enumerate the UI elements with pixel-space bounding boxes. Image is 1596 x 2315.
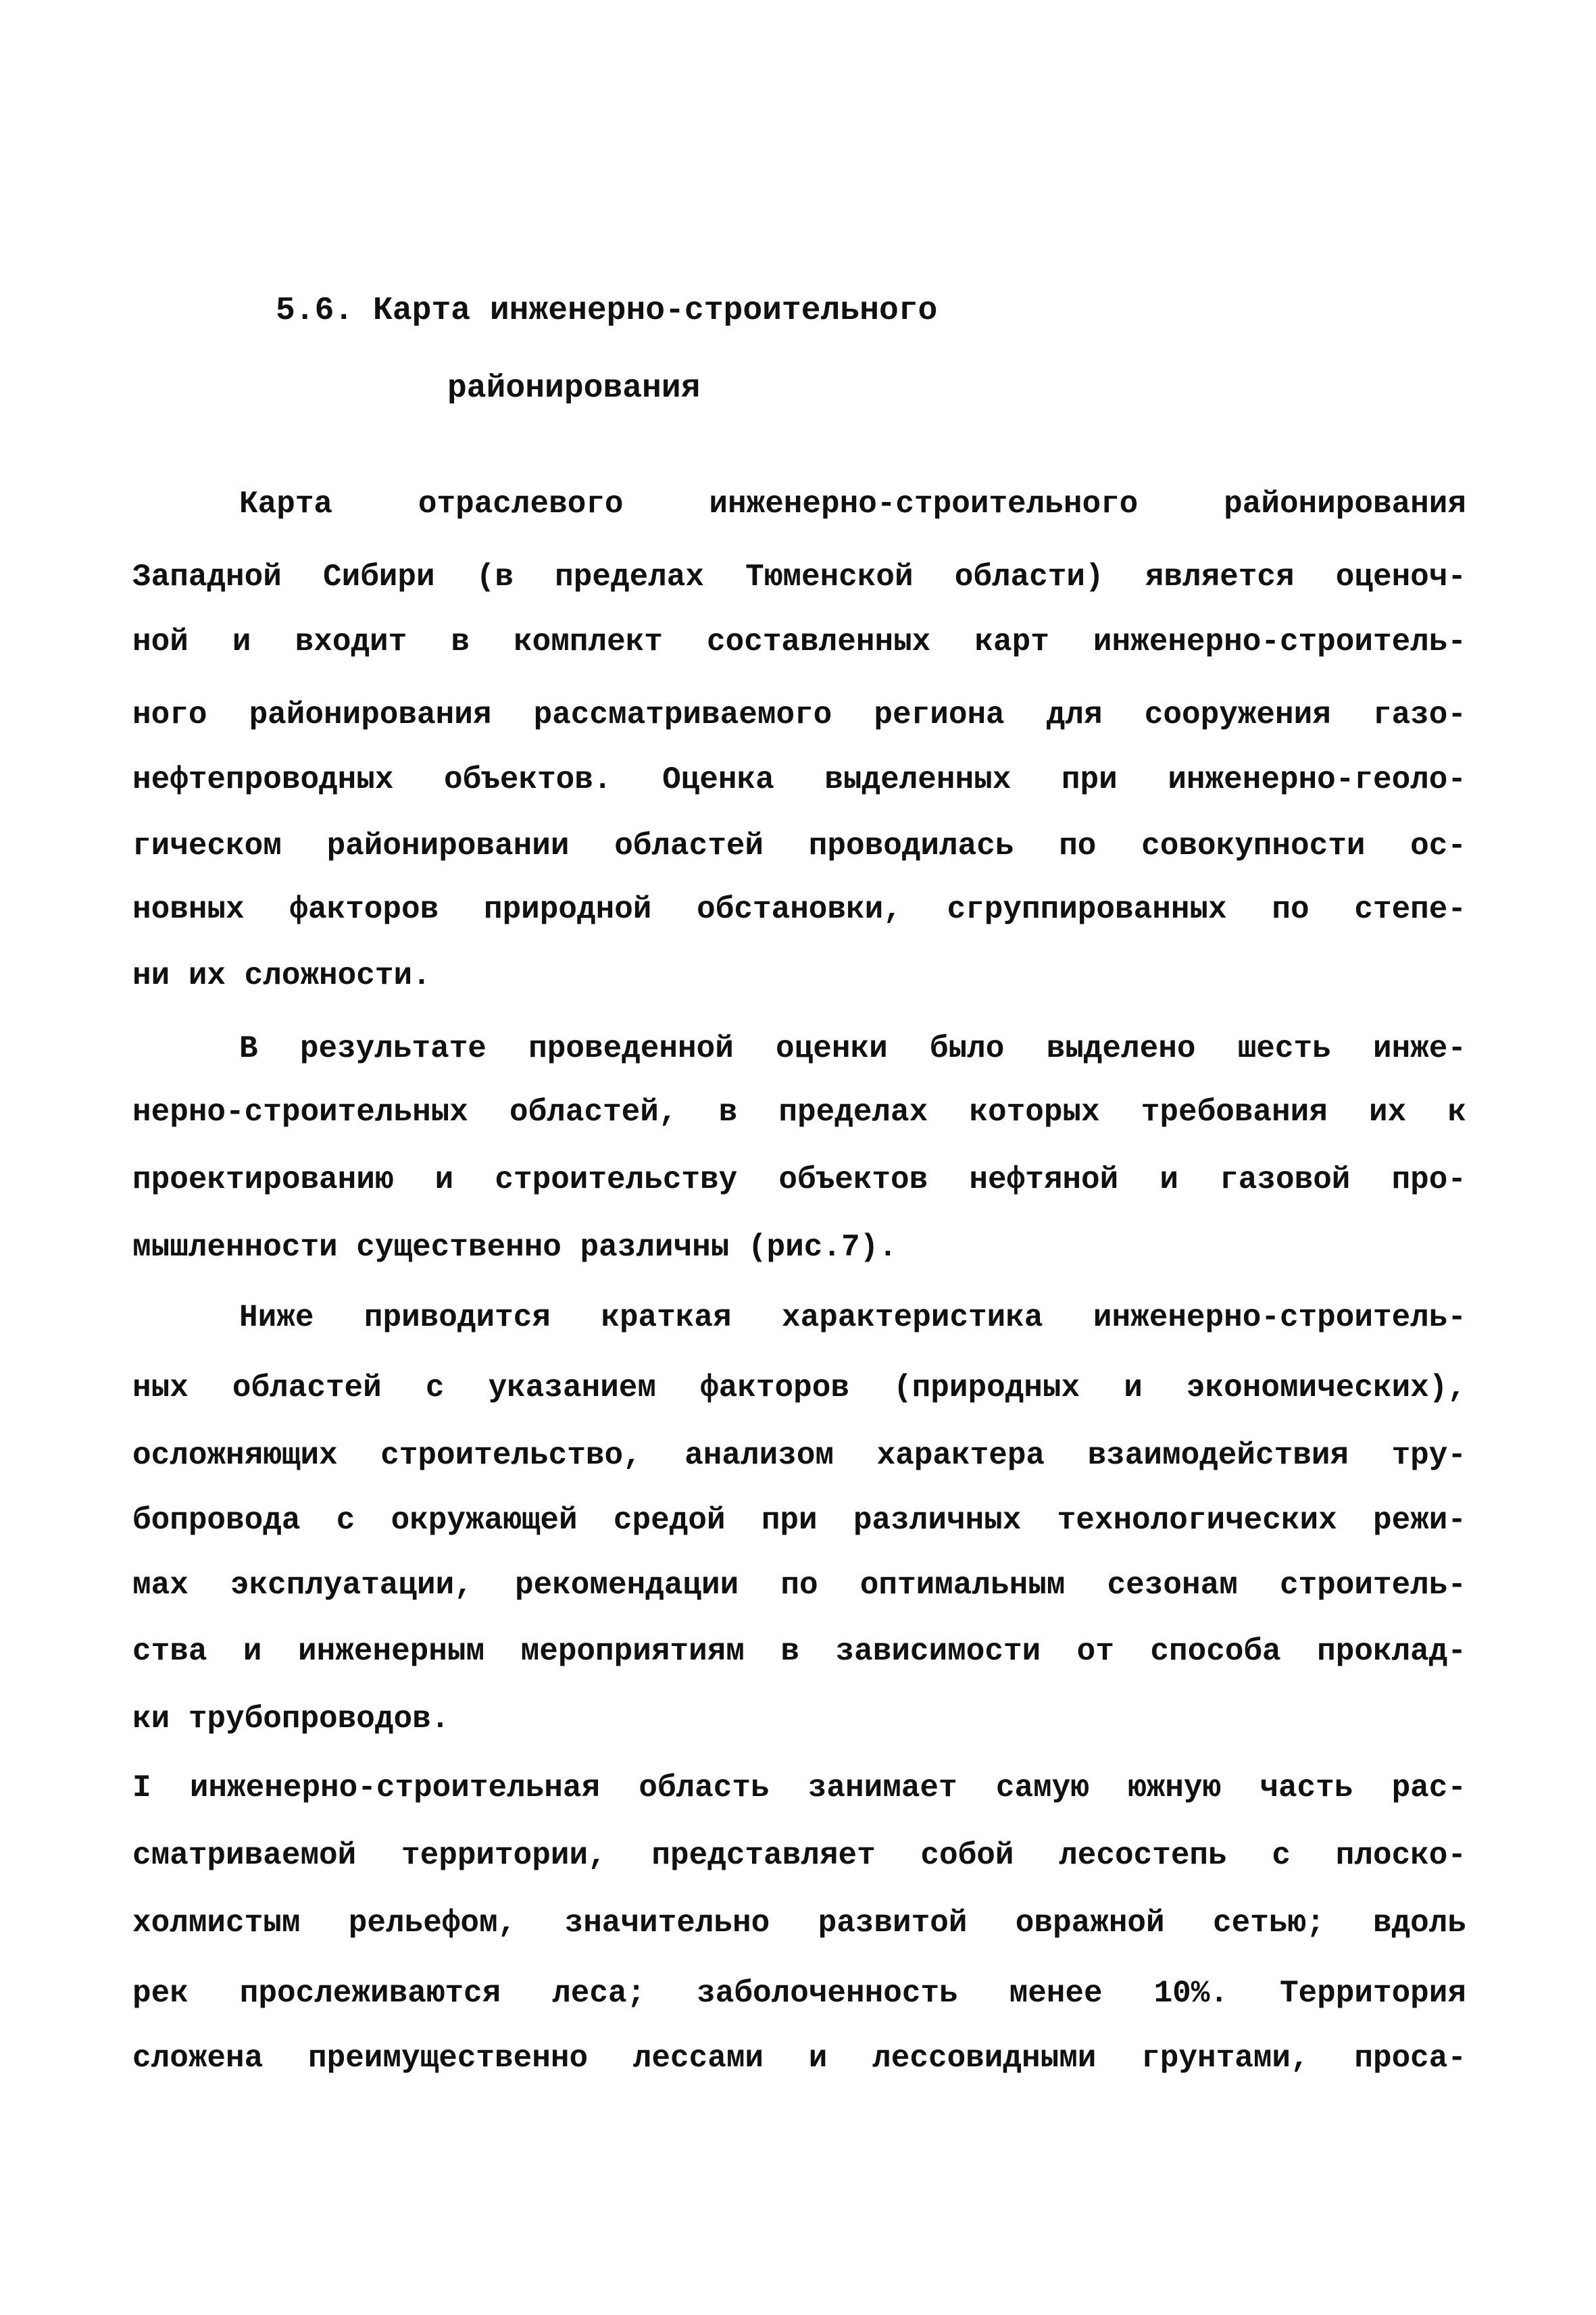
section-heading-line-2: районирования xyxy=(447,370,701,407)
paragraph-1-line-3: ной и входит в комплект составленных карт инженерно-строитель- xyxy=(132,624,1466,659)
paragraph-3-line-1: Ниже приводится краткая характеристика инженерно-строитель- xyxy=(239,1300,1466,1335)
paragraph-1-line-8: ни их сложности. xyxy=(132,958,431,993)
paragraph-2-line-1: В результате проведенной оценки было выделено шесть инже- xyxy=(239,1031,1466,1066)
paragraph-3-line-7: ки трубопроводов. xyxy=(132,1701,450,1737)
paragraph-2-line-2: нерно-строительных областей, в пределах которых требования их к xyxy=(132,1095,1466,1130)
paragraph-4-line-3: холмистым рельефом, значительно развитой овражной сетью; вдоль xyxy=(132,1906,1466,1941)
paragraph-4-line-1: I инженерно-строительная область занимает самую южную часть рас- xyxy=(132,1770,1466,1806)
paragraph-1-line-7: новных факторов природной обстановки, сгруппированных по степе- xyxy=(132,892,1466,927)
paragraph-2-line-3: проектированию и строительству объектов нефтяной и газовой про- xyxy=(132,1162,1466,1197)
paragraph-2-line-4: мышленности существенно различны (рис.7). xyxy=(132,1230,897,1265)
section-heading-line-1: 5.6. Карта инженерно-строительного xyxy=(276,293,938,329)
paragraph-3-line-6: ства и инженерным мероприятиям в зависимости от способа проклад- xyxy=(132,1634,1466,1669)
paragraph-3-line-5: мах эксплуатации, рекомендации по оптимальным сезонам строитель- xyxy=(132,1568,1466,1603)
paragraph-4-line-5: сложена преимущественно лессами и лессовидными грунтами, проса- xyxy=(132,2041,1466,2076)
paragraph-1-line-4: ного районирования рассматриваемого региона для сооружения газо- xyxy=(132,697,1466,732)
paragraph-1-line-2: Западной Сибири (в пределах Тюменской области) является оценоч- xyxy=(132,559,1466,595)
paragraph-1-line-5: нефтепроводных объектов. Оценка выделенных при инженерно-геоло- xyxy=(132,762,1466,797)
paragraph-3-line-2: ных областей с указанием факторов (природных и экономических), xyxy=(132,1370,1466,1405)
paragraph-4-line-2: сматриваемой территории, представляет собой лесостепь с плоско- xyxy=(132,1838,1466,1873)
paragraph-1-line-6: гическом районировании областей проводилась по совокупности ос- xyxy=(132,828,1466,864)
paragraph-4-line-4: рек прослеживаются леса; заболоченность менее 10%. Территория xyxy=(132,1976,1466,2011)
paragraph-1-line-1: Карта отраслевого инженерно-строительного районирования xyxy=(239,487,1466,522)
paragraph-3-line-4: бопровода с окружающей средой при различных технологических режи- xyxy=(132,1503,1466,1538)
paragraph-3-line-3: осложняющих строительство, анализом характера взаимодействия тру- xyxy=(132,1438,1466,1473)
